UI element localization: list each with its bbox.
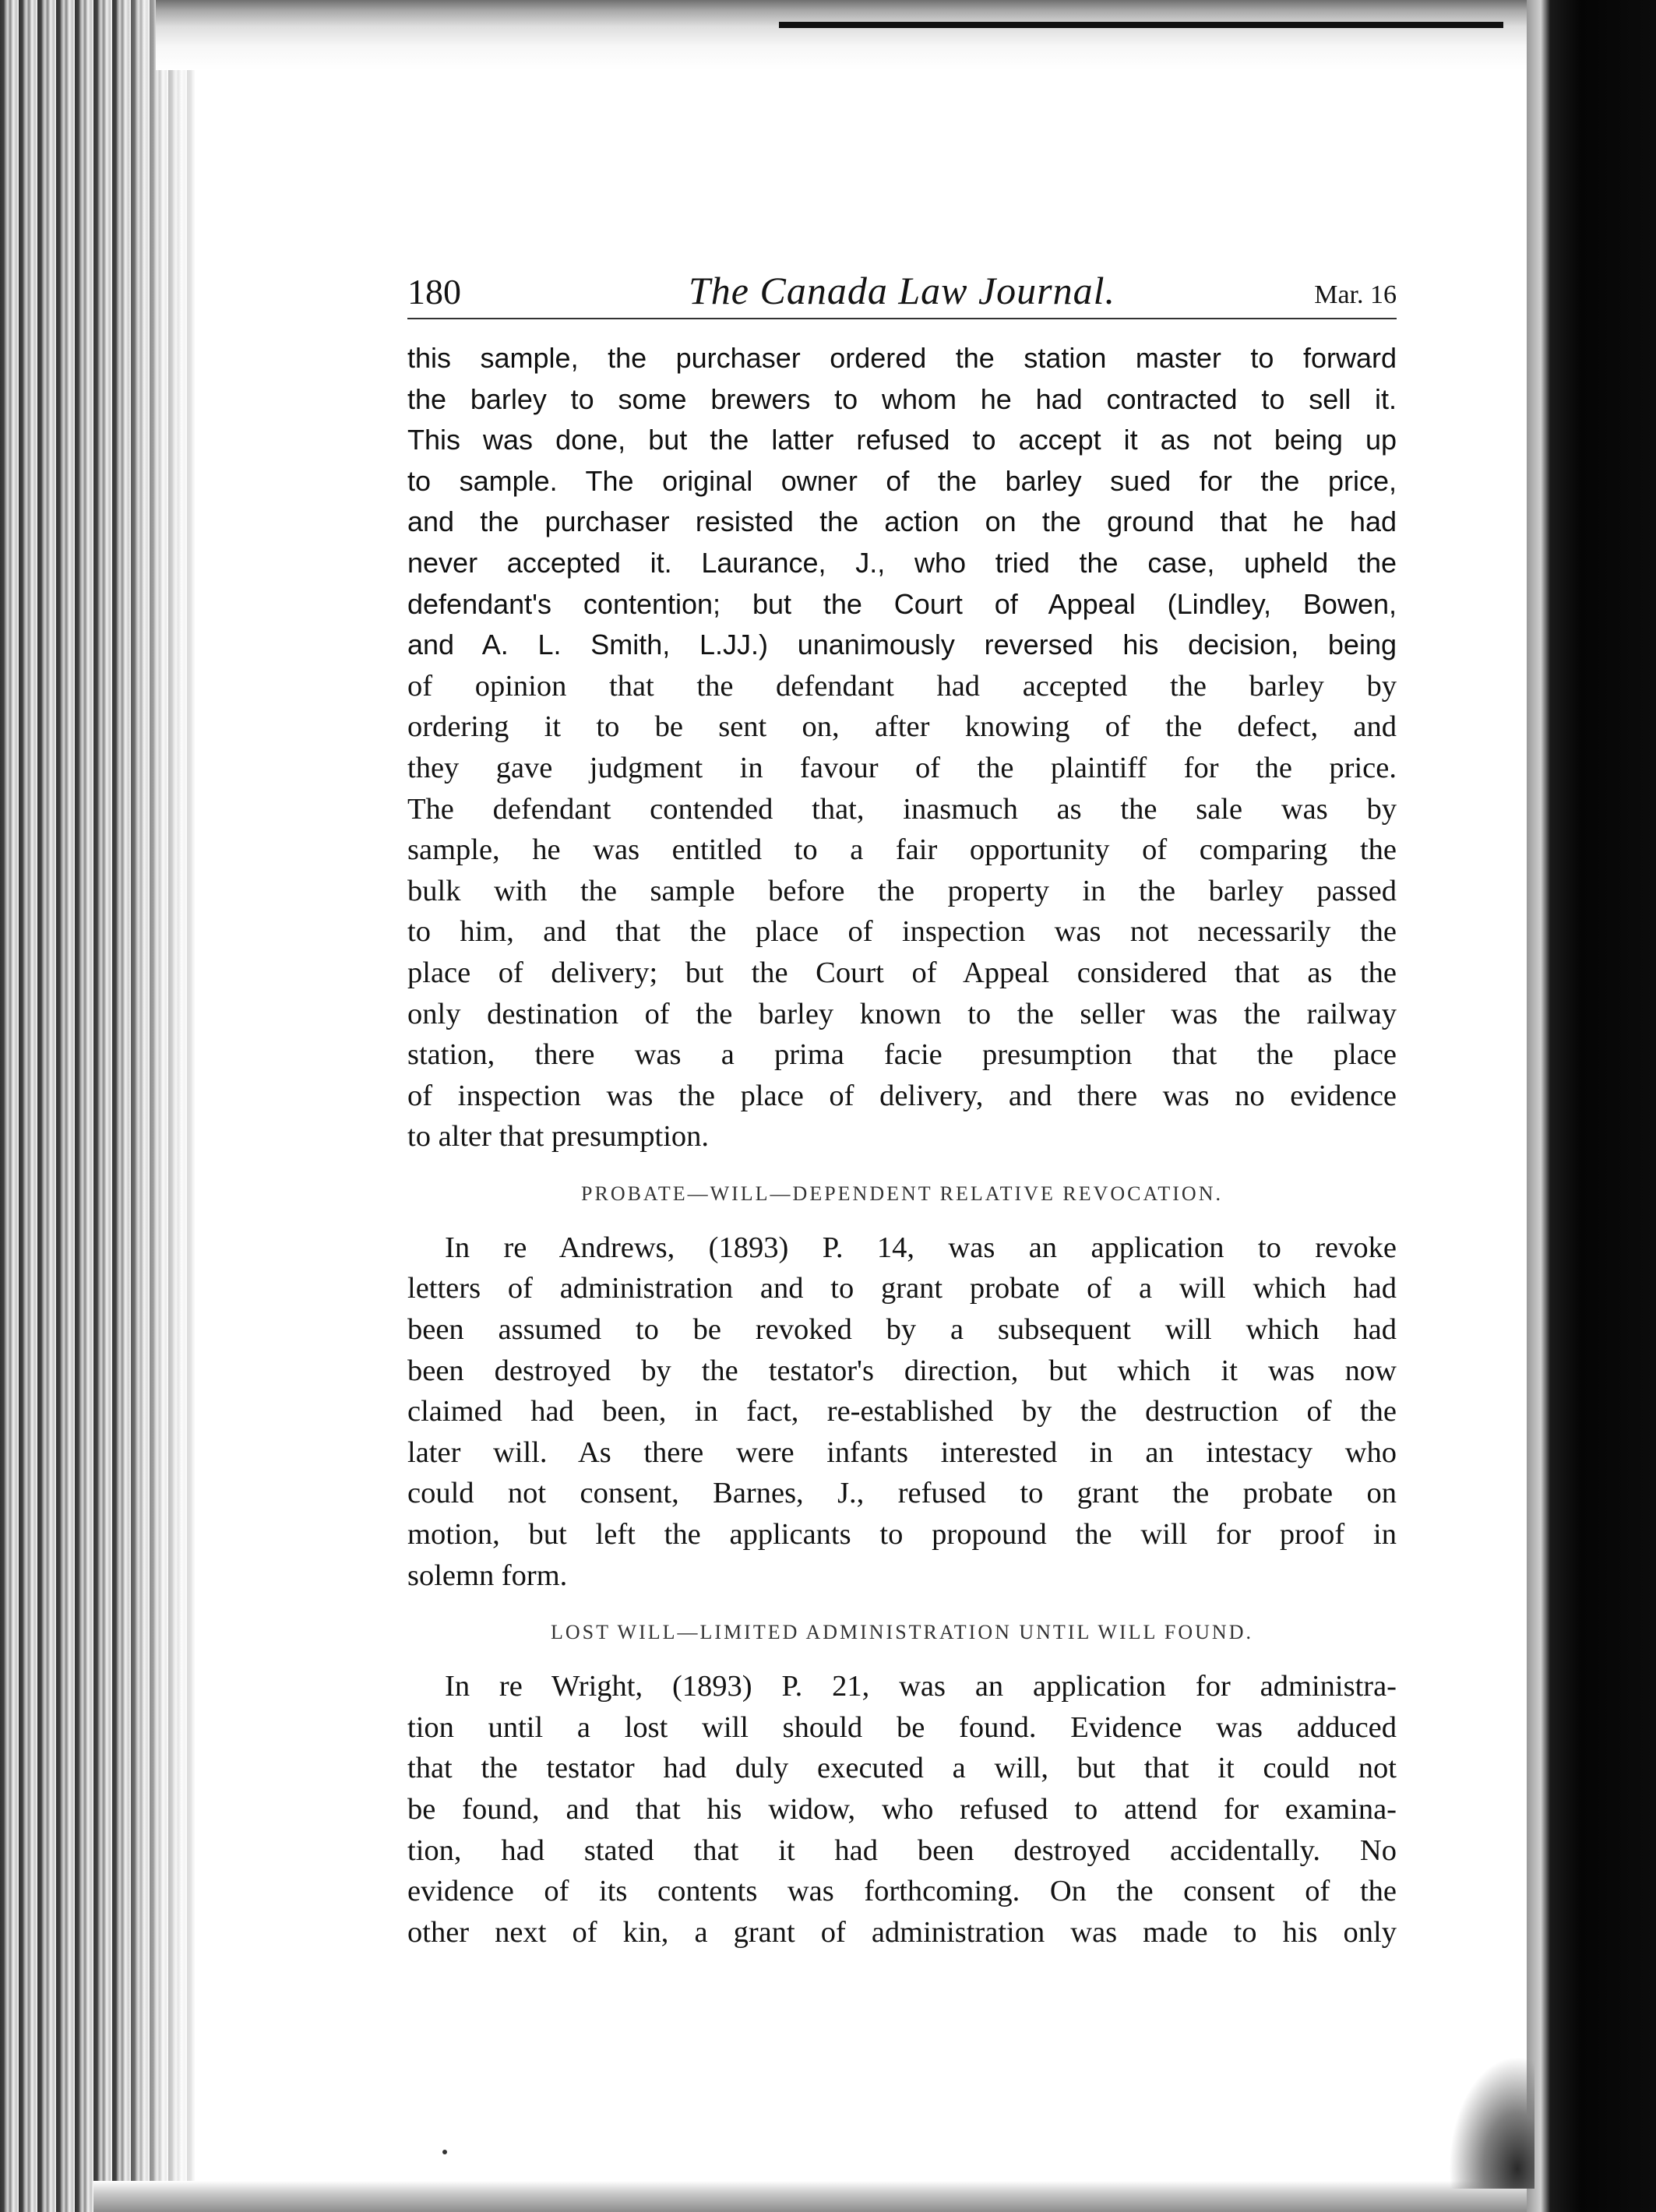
text-line: and the purchaser resisted the action on the ground that he had <box>407 505 1397 538</box>
text-line: they gave judgment in favour of the plaintiff for the price. <box>407 751 1397 784</box>
journal-title: The Canada Law Journal. <box>688 269 1116 312</box>
text-line: been destroyed by the testator's direction, but which it was now <box>407 1354 1397 1387</box>
top-page-edge <box>156 0 1527 70</box>
print-speck <box>442 2150 447 2154</box>
text-line: This was done, but the latter refused to accept it as not being up <box>407 424 1397 456</box>
text-line: to sample. The original owner of the barley sued for the price, <box>407 464 1397 497</box>
text-line: been assumed to be revoked by a subsequent will which had <box>407 1313 1397 1347</box>
page-number: 180 <box>407 272 461 312</box>
text-line: defendant's contention; but the Court of Appeal (Lindley, Bowen, <box>407 587 1397 620</box>
text-line: to him, and that the place of inspection was not necessarily the <box>407 915 1397 949</box>
text-line: only destination of the barley known to the seller was the railway <box>407 997 1397 1030</box>
section-heading: PROBATE—WILL—DEPENDENT RELATIVE REVOCATION. <box>581 1182 1223 1205</box>
text-line: tion, had stated that it had been destroyed accidentally. No <box>407 1833 1397 1867</box>
text-line: could not consent, Barnes, J., refused to grant the probate on <box>407 1477 1397 1510</box>
journal-page <box>407 265 1397 1953</box>
text-line: other next of kin, a grant of administration was made to his only <box>407 1915 1397 1949</box>
text-line: bulk with the sample before the property in the barley passed <box>407 874 1397 907</box>
text-line: solemn form. <box>407 1559 568 1592</box>
text-line: later will. As there were infants interested in an intestacy who <box>407 1435 1397 1469</box>
bottom-page-edge <box>93 2181 1527 2212</box>
text-line: that the testator had duly executed a will, but that it could not <box>407 1752 1397 1785</box>
text-line: the barley to some brewers to whom he had contracted to sell it. <box>407 382 1397 415</box>
top-edge-rule <box>779 22 1503 28</box>
text-line: be found, and that his widow, who refused to attend for examina- <box>407 1793 1397 1826</box>
text-line: of opinion that the defendant had accepted the barley by <box>407 669 1397 703</box>
text-line: tion until a lost will should be found. Evidence was adduced <box>407 1710 1397 1744</box>
text-line: never accepted it. Laurance, J., who tried the case, upheld the <box>407 546 1397 579</box>
text-line: In re Wright, (1893) P. 21, was an application for administra- <box>445 1670 1397 1703</box>
text-line: station, there was a prima facie presumption that the place <box>407 1038 1397 1072</box>
text-line: this sample, the purchaser ordered the station master to forward <box>407 342 1397 374</box>
header-rule <box>407 318 1397 319</box>
text-line: evidence of its contents was forthcoming. On the consent of the <box>407 1875 1397 1908</box>
spine-fade <box>117 0 218 2212</box>
body-text <box>407 338 1397 1953</box>
text-line: of inspection was the place of delivery, and there was no evidence <box>407 1079 1397 1112</box>
text-line: claimed had been, in fact, re-established by the destruction of the <box>407 1395 1397 1428</box>
text-line: The defendant contended that, inasmuch as the sale was by <box>407 792 1397 826</box>
text-line: sample, he was entitled to a fair opportunity of comparing the <box>407 833 1397 867</box>
text-line: to alter that presumption. <box>407 1120 710 1154</box>
issue-date: Mar. 16 <box>1314 280 1397 309</box>
text-line: motion, but left the applicants to propound the will for proof in <box>407 1518 1397 1552</box>
text-line: ordering it to be sent on, after knowing of the defect, and <box>407 710 1397 744</box>
text-line: place of delivery; but the Court of Appeal considered that as the <box>407 956 1397 989</box>
text-line: letters of administration and to grant probate of a will which had <box>407 1272 1397 1305</box>
section-heading: LOST WILL—LIMITED ADMINISTRATION UNTIL WILL FOUND. <box>551 1621 1253 1644</box>
text-line: In re Andrews, (1893) P. 14, was an application to revoke <box>445 1231 1397 1264</box>
right-page-edge <box>1527 0 1656 2212</box>
text-line: and A. L. Smith, L.JJ.) unanimously reversed his decision, being <box>407 629 1397 661</box>
corner-smudge <box>1449 2056 1534 2189</box>
running-head <box>407 265 1397 321</box>
